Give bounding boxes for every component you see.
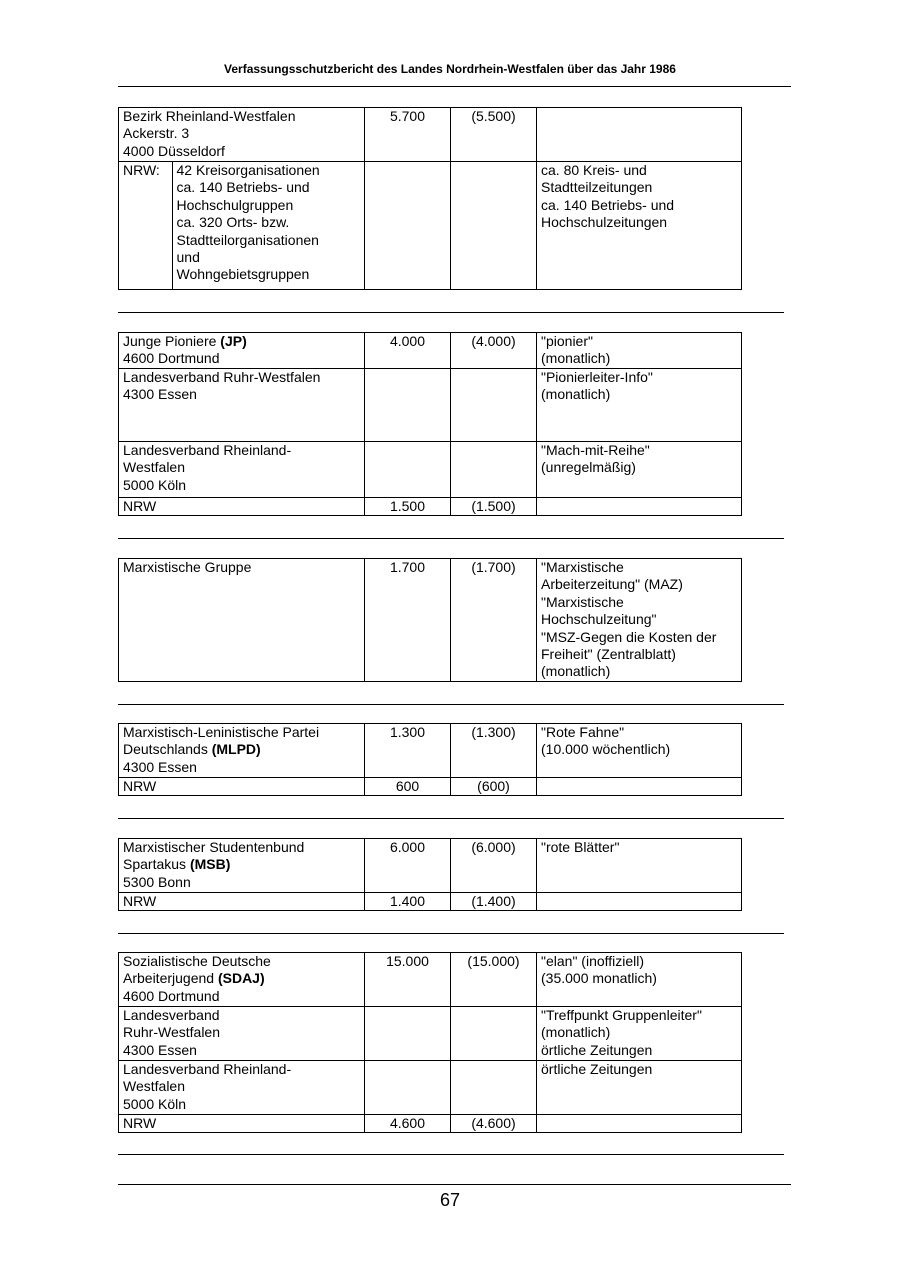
org-name-text: Deutschlands: [123, 741, 212, 758]
publication-line: "Marxistische: [541, 593, 624, 610]
org-city: 4300 Essen: [123, 386, 197, 403]
nrw-structure-list: [172, 162, 364, 289]
org-abbreviation: (SDAJ): [217, 970, 265, 987]
org-name-cell: [119, 108, 365, 162]
page-number: 67: [439, 1190, 461, 1210]
org-name: [123, 333, 360, 350]
org-name: Marxistisch-Leninistische Partei: [123, 724, 320, 740]
org-name: Westfalen: [123, 459, 185, 476]
org-city: 4000 Düsseldorf: [123, 142, 225, 159]
publication-cell: [537, 369, 742, 442]
publication-line: örtliche Zeitungen: [541, 1041, 653, 1058]
section-divider: [118, 933, 784, 934]
nrw-structure-line: Stadtteilorganisationen: [176, 231, 319, 248]
members-cell: 1.300: [365, 724, 451, 778]
org-name: [123, 970, 360, 987]
publication-line: Arbeiterzeitung" (MAZ): [541, 576, 683, 593]
org-name: Ruhr-Westfalen: [123, 1024, 221, 1041]
org-city: 5300 Bonn: [123, 873, 191, 890]
prev-members-cell: (1.300): [451, 724, 537, 778]
nrw-structure-line: ca. 320 Orts- bzw.: [176, 214, 290, 231]
table-row: [119, 1115, 742, 1133]
publication-line: Hochschulzeitung": [541, 611, 657, 628]
publication-cell: [537, 162, 742, 290]
publication-line: (monatlich): [541, 386, 611, 403]
org-city: 5000 Köln: [123, 1095, 187, 1112]
org-name: Landesverband Rheinland-: [123, 442, 292, 458]
nrw-structure-line: und: [176, 249, 200, 266]
publication-line: (unregelmäßig): [541, 459, 636, 476]
nrw-prev-members-cell: (1.500): [451, 498, 537, 516]
members-cell: 15.000: [365, 953, 451, 1007]
publication-cell: [537, 724, 742, 778]
footer-rule: [118, 1184, 791, 1185]
publication-line: (monatlich): [541, 1024, 611, 1041]
org-address: Ackerstr. 3: [123, 125, 190, 142]
prev-members-cell: [451, 369, 537, 442]
nrw-prev-members-cell: (4.600): [451, 1115, 537, 1133]
publication-line: "Treffpunkt Gruppenleiter": [541, 1007, 702, 1023]
table-row: [119, 1007, 742, 1061]
org-city: 4600 Dortmund: [123, 350, 220, 367]
nrw-label: NRW:: [119, 162, 172, 289]
members-cell: [365, 369, 451, 442]
prev-members-cell: (15.000): [451, 953, 537, 1007]
org-name: Bezirk Rheinland-Westfalen: [123, 108, 296, 124]
org-city: 4600 Dortmund: [123, 987, 220, 1004]
org-abbreviation: (MLPD): [211, 741, 261, 758]
publication-line: Stadtteilzeitungen: [541, 179, 653, 196]
publication-cell: [537, 108, 742, 162]
nrw-prev-members-cell: (1.400): [451, 893, 537, 911]
prev-members-cell: (1.700): [451, 559, 537, 682]
publication-line: Hochschulzeitungen: [541, 214, 668, 231]
dkp-table: [118, 107, 742, 290]
prev-members-cell: [451, 1061, 537, 1115]
org-name-text: Junge Pioniere: [123, 333, 221, 349]
publication-line: örtliche Zeitungen: [541, 1061, 653, 1077]
publication-line: (10.000 wöchentlich): [541, 741, 671, 758]
nrw-structure-line: 42 Kreisorganisationen: [176, 162, 320, 178]
org-name: Landesverband Rheinland-: [123, 1061, 292, 1077]
table-row: [119, 893, 742, 911]
members-cell: 6.000: [365, 839, 451, 893]
prev-members-cell: (5.500): [451, 108, 537, 162]
org-name: Marxistischer Studentenbund: [123, 839, 305, 855]
org-name-cell: [119, 442, 365, 498]
org-name-cell: Marxistische Gruppe: [119, 559, 365, 682]
page-header: Verfassungsschutzbericht des Landes Nordrhein-Westfalen über das Jahr 1986: [224, 62, 676, 76]
nrw-members-cell: 600: [365, 778, 451, 796]
publication-line: (monatlich): [541, 350, 611, 367]
publication-cell: [537, 559, 742, 682]
section-divider: [118, 818, 784, 819]
publication-cell: [537, 442, 742, 498]
publication-cell: [537, 1061, 742, 1115]
org-name: [123, 856, 360, 873]
jp-table: [118, 332, 742, 516]
header-rule: [118, 86, 791, 87]
members-cell: 5.700: [365, 108, 451, 162]
nrw-label: NRW: [119, 1115, 365, 1133]
section-divider: [118, 1154, 784, 1155]
table-row: [119, 839, 742, 893]
publication-line: Freiheit" (Zentralblatt): [541, 646, 676, 663]
nrw-structure-line: ca. 140 Betriebs- und: [176, 179, 310, 196]
section-divider: [118, 312, 784, 313]
prev-members-cell: [451, 1007, 537, 1061]
nrw-label: NRW: [119, 778, 365, 796]
publication-line: (monatlich): [541, 663, 611, 680]
prev-members-cell: [451, 442, 537, 498]
nrw-label: NRW: [119, 893, 365, 911]
table-row: [119, 724, 742, 778]
publication-line: "Rote Fahne": [541, 724, 625, 740]
publication-line: ca. 140 Betriebs- und: [541, 196, 675, 213]
org-name: Landesverband: [123, 1007, 220, 1023]
org-name-cell: [119, 369, 365, 442]
org-city: 5000 Köln: [123, 476, 187, 493]
members-cell: [365, 1007, 451, 1061]
mg-table: [118, 558, 742, 682]
publication-line: "MSZ-Gegen die Kosten der: [541, 628, 717, 645]
table-row: [119, 953, 742, 1007]
section-divider: [118, 538, 784, 539]
org-abbreviation: (MSB): [189, 856, 231, 873]
publication-cell: [537, 953, 742, 1007]
members-cell: 1.700: [365, 559, 451, 682]
org-name: Westfalen: [123, 1078, 185, 1095]
publication-line: "Mach-mit-Reihe": [541, 442, 650, 458]
org-name-cell: [119, 724, 365, 778]
nrw-structure-line: Hochschulgruppen: [176, 196, 294, 213]
nrw-prev-members-cell: (600): [451, 778, 537, 796]
prev-members-cell: (6.000): [451, 839, 537, 893]
nrw-members-cell: 4.600: [365, 1115, 451, 1133]
org-name-text: Arbeiterjugend: [123, 970, 218, 987]
table-row: [119, 442, 742, 498]
table-row: [119, 333, 742, 369]
nrw-members-cell: 1.500: [365, 498, 451, 516]
prev-members-cell: (4.000): [451, 333, 537, 369]
publication-line: "Marxistische: [541, 559, 624, 575]
msb-table: [118, 838, 742, 911]
publication-cell: [537, 839, 742, 893]
nrw-label: NRW: [119, 498, 365, 516]
publication-cell: [537, 498, 742, 516]
publication-line: (35.000 monatlich): [541, 970, 657, 987]
org-name: Landesverband Ruhr-Westfalen: [123, 369, 321, 385]
table-row: [119, 108, 742, 162]
org-name-cell: [119, 839, 365, 893]
nrw-subtable: [119, 162, 364, 289]
publication-cell: [537, 893, 742, 911]
nrw-members-cell: 1.400: [365, 893, 451, 911]
publication-cell: [537, 1007, 742, 1061]
publication-cell: [537, 1115, 742, 1133]
publication-line: "rote Blätter": [541, 839, 620, 855]
publication-line: "pionier": [541, 333, 593, 349]
table-row: [119, 498, 742, 516]
members-cell: [365, 1061, 451, 1115]
table-row: [119, 369, 742, 442]
org-name-cell: [119, 1061, 365, 1115]
publication-line: "elan" (inoffiziell): [541, 953, 645, 969]
members-cell: [365, 442, 451, 498]
publication-line: "Pionierleiter-Info": [541, 369, 653, 385]
org-name-cell: [119, 953, 365, 1007]
section-divider: [118, 704, 784, 705]
org-name-cell: [119, 1007, 365, 1061]
prev-members-cell: [451, 162, 537, 290]
publication-line: ca. 80 Kreis- und: [541, 162, 647, 178]
table-row: [119, 162, 742, 290]
table-row: [119, 559, 742, 682]
nrw-structure-line: Wohngebietsgruppen: [176, 266, 310, 283]
nrw-structure-cell: [119, 162, 365, 290]
org-name: [123, 741, 360, 758]
org-name-text: Spartakus: [123, 856, 190, 873]
org-city: 4300 Essen: [123, 758, 197, 775]
org-abbreviation: (JP): [220, 333, 247, 349]
sdaj-table: [118, 952, 742, 1133]
publication-cell: [537, 778, 742, 796]
org-city: 4300 Essen: [123, 1041, 197, 1058]
org-name-cell: [119, 333, 365, 369]
members-cell: [365, 162, 451, 290]
org-name: Sozialistische Deutsche: [123, 953, 271, 969]
table-row: [119, 1061, 742, 1115]
publication-cell: [537, 333, 742, 369]
members-cell: 4.000: [365, 333, 451, 369]
table-row: [119, 778, 742, 796]
mlpd-table: [118, 723, 742, 796]
